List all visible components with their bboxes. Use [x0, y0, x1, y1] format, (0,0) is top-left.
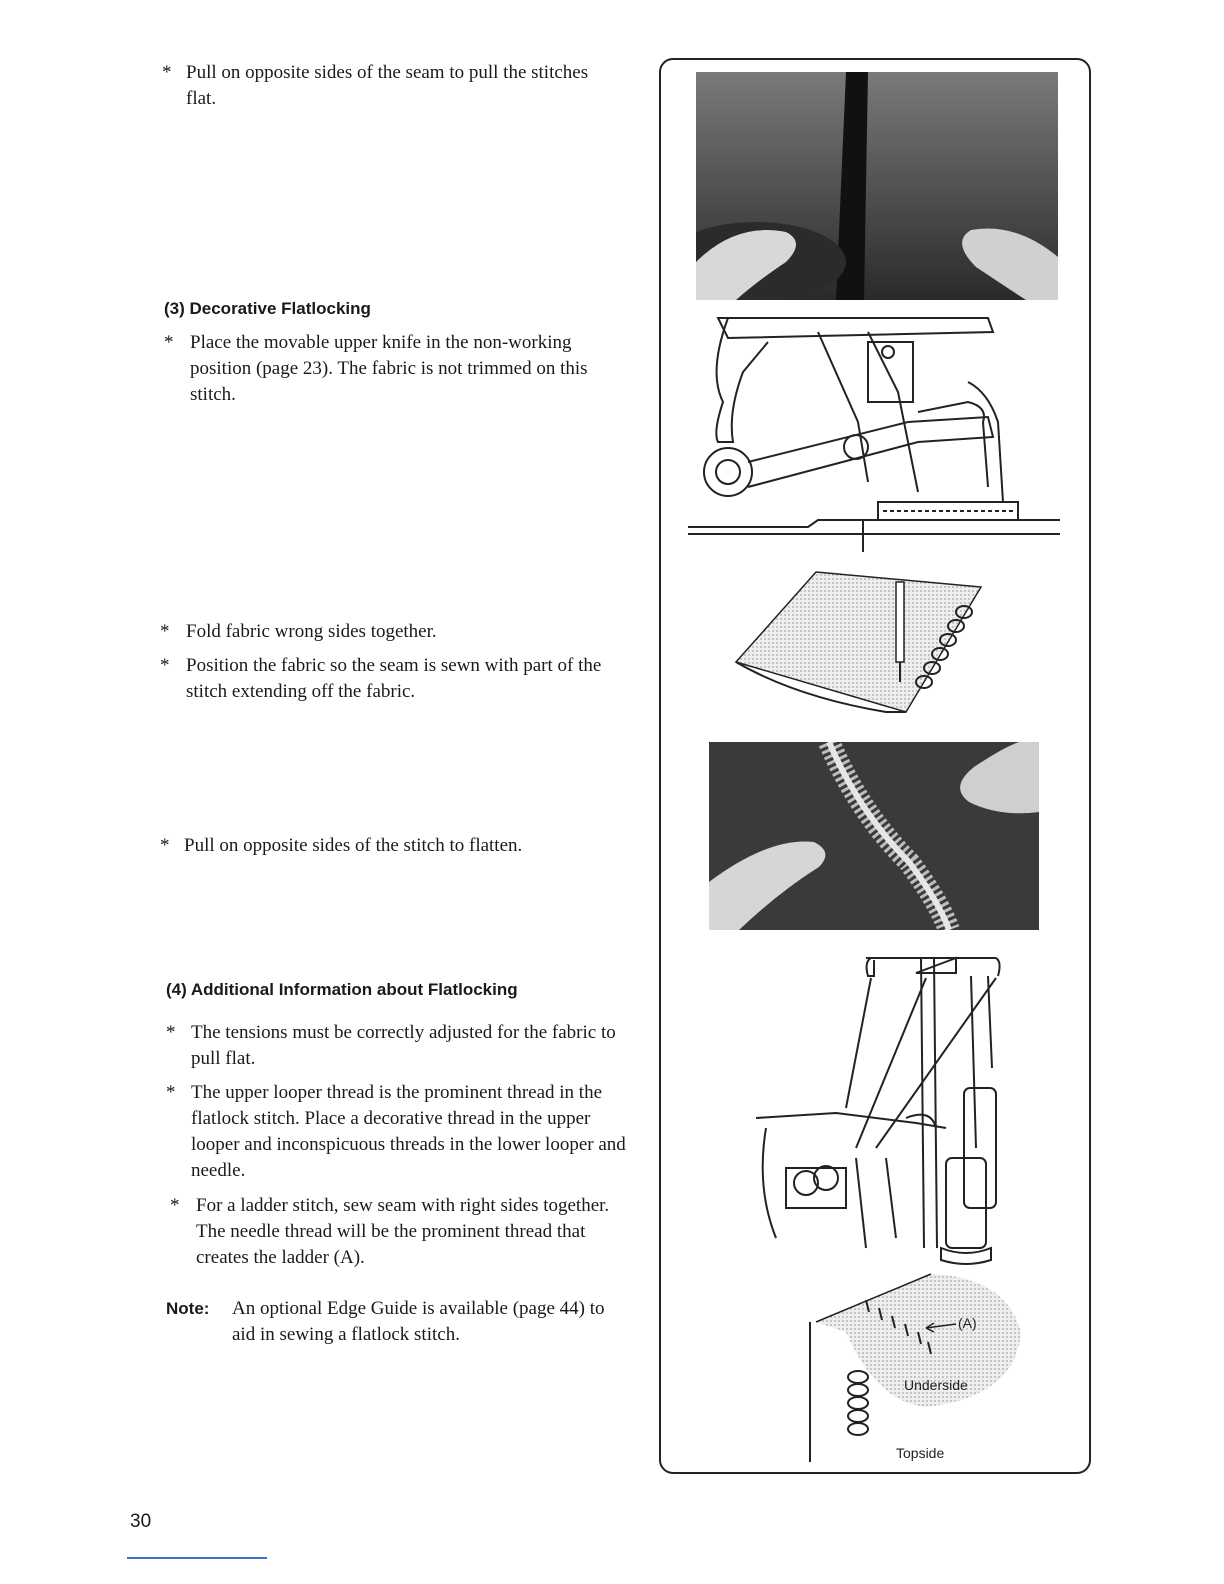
note-block — [166, 1296, 632, 1348]
ladder-marker-label: (A) — [958, 1315, 977, 1331]
photo-seam-pulled-flat — [696, 72, 1058, 300]
drawing-folded-fabric — [716, 562, 986, 722]
bullet-text: The upper looper thread is the prominent thread in the flatlock stitch. Place a decorative thread in the upper looper and inconspicuous threads in the lower looper and needle. — [191, 1082, 626, 1181]
bullet-symbol: * — [166, 1082, 176, 1103]
drawing-thread-stand — [756, 948, 1030, 1268]
bullet-text: Pull on opposite sides of the seam to pull the stitches flat. — [186, 62, 589, 109]
bullet-symbol: * — [162, 62, 172, 83]
topside-label: Topside — [896, 1445, 945, 1461]
bullet-text: Place the movable upper knife in the non-working position (page 23). The fabric is not trimmed on this stitch. — [190, 332, 588, 405]
drawing-ladder-stitch — [806, 1272, 1036, 1468]
bullet-text: The tensions must be correctly adjusted for the fabric to pull flat. — [191, 1022, 616, 1069]
decorative-bullet-4 — [160, 833, 630, 859]
bullet-text: Fold fabric wrong sides together. — [186, 621, 437, 642]
bullet-symbol: * — [160, 835, 170, 856]
bullet-text: For a ladder stitch, sew seam with right sides together. The needle thread will be the prominent thread that creates the ladder (A). — [196, 1195, 610, 1268]
bullet-text: Position the fabric so the seam is sewn with part of the stitch extending off the fabric. — [186, 655, 602, 702]
additional-bullet-1 — [166, 1020, 626, 1072]
section-heading-additional: (4) Additional Information about Flatlocking — [166, 980, 518, 999]
photo-stitch-flattened — [709, 742, 1039, 930]
decorative-bullet-3 — [160, 653, 622, 705]
section-heading-decorative: (3) Decorative Flatlocking — [164, 299, 371, 318]
intro-bullet — [162, 60, 622, 112]
footer-rule — [127, 1557, 267, 1559]
bullet-symbol: * — [166, 1022, 176, 1043]
page-number: 30 — [130, 1511, 152, 1532]
additional-bullet-3 — [170, 1193, 632, 1271]
bullet-symbol: * — [164, 332, 174, 353]
bullet-symbol: * — [170, 1195, 180, 1216]
underside-label: Underside — [904, 1377, 968, 1393]
decorative-bullet-2 — [160, 619, 622, 645]
note-text: An optional Edge Guide is available (page 44) to aid in sewing a flatlock stitch. — [232, 1298, 605, 1345]
drawing-knife-mechanism — [688, 312, 1060, 552]
additional-bullet-2 — [166, 1080, 626, 1184]
bullet-symbol: * — [160, 655, 170, 676]
decorative-bullet-1 — [164, 330, 626, 408]
bullet-text: Pull on opposite sides of the stitch to flatten. — [184, 835, 523, 856]
bullet-symbol: * — [160, 621, 170, 642]
note-label: Note: — [166, 1299, 210, 1318]
